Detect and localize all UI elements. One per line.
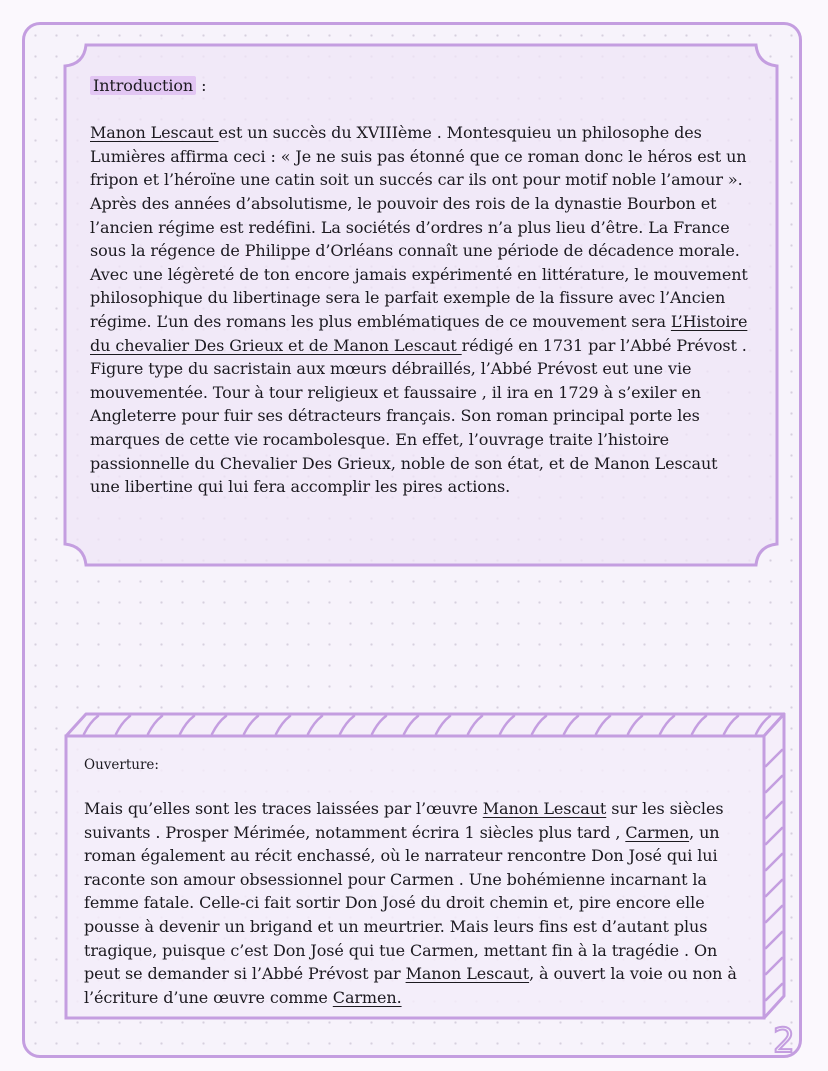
link-manon-lescaut-1: Manon Lescaut	[482, 799, 607, 818]
link-carmen-1: Carmen	[625, 822, 690, 842]
introduction-section	[90, 74, 750, 499]
link-carmen-2: Carmen.	[332, 987, 402, 1007]
introduction-text-1: est un succès du XVIIIème . Montesquieu un philosophe des Lumières affirma ceci : « Je ne suis pas étonné que ce roman donc le héros est un fripon et l’héroïne une catin soit un succés car ils ont pour motif noble l’amour ». Après des années d’absolutisme, le pouvoir des rois de la dynastie Bourbon et l’ancien régime est redéfini. La sociétés d’ordres n’a plus lieu d’être. La France sous la régence de Philippe d’Orléans connaît une période de décadence morale. Avec une légèreté de ton encore jamais expérimenté en littérature, le mouvement philosophique du libertinage sera le parfait exemple de la fissure avec l’Ancien régime. L’un des romans les plus emblématiques de ce mouvement sera	[90, 123, 748, 331]
introduction-title-colon: :	[196, 76, 207, 95]
link-manon-lescaut: Manon Lescaut	[90, 123, 219, 143]
ouverture-text-3: , un roman également au récit enchassé, où le narrateur rencontre Don José qui lui raconte son amour obsessionnel pour Carmen . Une bohémienne incarnant la femme fatale. Celle-ci fait sortir Don José du droit chemin et, pire encore elle pousse à devenir un brigand et un meurtrier. Mais leurs fins est d’autant plus tragique, puisque c’est Don José qui tue Carmen, mettant fin à la tragédie . On peut se demander si l’Abbé Prévost par	[84, 822, 720, 984]
page-number-text: 2	[773, 1021, 795, 1060]
introduction-title: Introduction	[90, 76, 196, 95]
page-number	[764, 1018, 804, 1060]
link-histoire-chevalier: L’Histoire du chevalier Des Grieux et de Manon Lescaut	[90, 311, 748, 355]
introduction-heading	[90, 74, 206, 98]
link-manon-lescaut-2: Manon Lescaut	[405, 964, 530, 984]
introduction-text-2: rédigé en 1731 par l’Abbé Prévost . Figure type du sacristain aux mœurs débraillés, l’Abbé Prévost eut une vie mouvementée. Tour à tour religieux et faussaire , il ira en 1729 à s’exiler en Angleterre pour fuir ses détracteurs français. Son roman principal porte les marques de cette vie rocambolesque. En effet, l’ouvrage traite l’histoire passionnelle du Chevalier Des Grieux, noble de son état, et de Manon Lescaut une libertine qui lui fera accomplir les pires actions.	[90, 335, 747, 497]
ouverture-text-1: Mais qu’elles sont les traces laissées par l’œuvre	[84, 799, 483, 818]
ouverture-paragraph	[84, 797, 746, 1009]
ouverture-text-4: , à ouvert la voie ou non à l’écriture d’une œuvre comme	[84, 964, 737, 1007]
introduction-paragraph	[90, 121, 750, 499]
ouverture-heading: Ouverture:	[84, 757, 159, 773]
ouverture-text-2: sur les siècles suivants . Prosper Mérimée, notamment écrira 1 siècles plus tard ,	[84, 799, 724, 842]
